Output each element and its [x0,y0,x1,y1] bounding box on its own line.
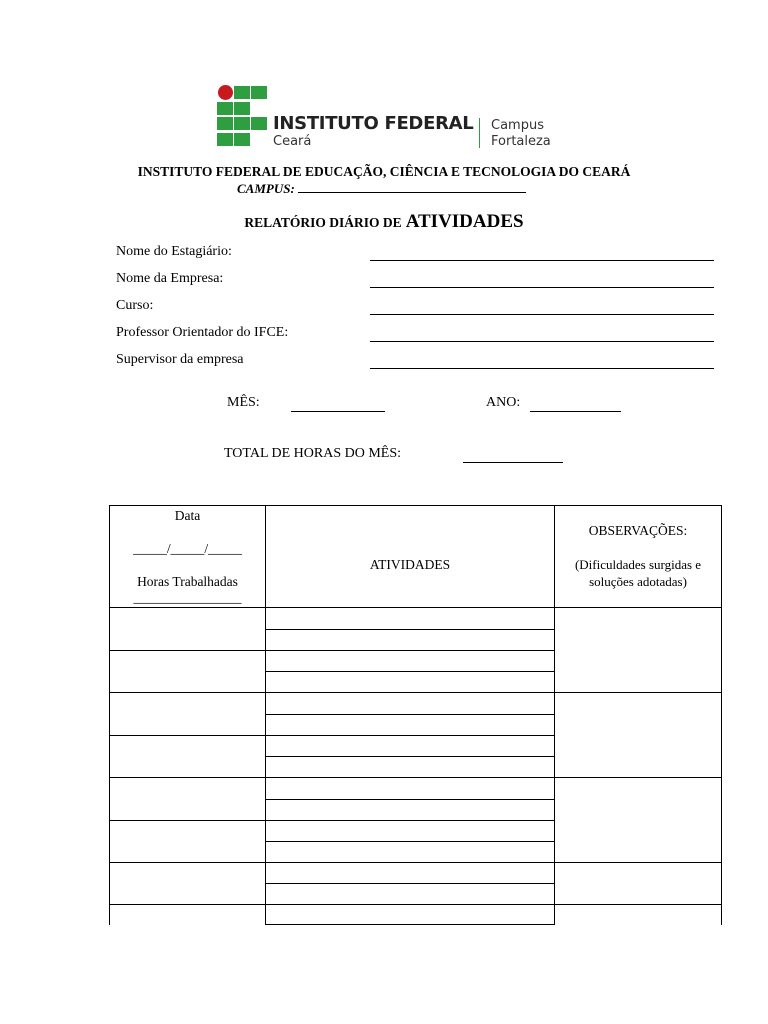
field-label-advisor: Professor Orientador do IFCE: [116,325,289,340]
table-observation-line [554,904,722,905]
table-block-separator [109,777,722,778]
table-col1-separator [109,650,266,651]
table-activity-line [265,799,555,800]
header-observations: OBSERVAÇÕES: [588,523,688,538]
month-label: MÊS: [227,395,260,410]
field-label-intern-name: Nome do Estagiário: [116,244,232,259]
title-main: ATIVIDADES [405,211,524,232]
year-label: ANO: [486,395,521,410]
table-activity-line [265,820,555,821]
total-hours-label: TOTAL DE HORAS DO MÊS: [224,446,401,461]
logo-campus-label: Campus [491,118,544,133]
header-date-pattern: _____/_____/_____ [133,541,242,556]
header-date-label: Data [174,508,201,523]
table-border-top [109,505,722,506]
table-activity-line [265,714,555,715]
table-activity-line [265,629,555,630]
logo-city: Fortaleza [491,134,551,149]
header-observations-note-1: (Dificuldades surgidas e [574,557,702,572]
field-label-company-name: Nome da Empresa: [116,271,224,286]
table-activity-line [265,883,555,884]
title-prefix: RELATÓRIO DIÁRIO DE [244,215,402,230]
campus-label: CAMPUS: [237,181,295,196]
table-col1-separator [109,820,266,821]
table-activity-line [265,735,555,736]
header-activities: ATIVIDADES [369,557,451,572]
table-activity-line [265,924,555,925]
header-hours-blank: ________________ [133,590,242,605]
logo-state: Ceará [273,134,312,149]
table-activity-line [265,841,555,842]
institution-heading: INSTITUTO FEDERAL DE EDUCAÇÃO, CIÊNCIA E TECNOLOGIA DO CEARÁ [137,164,631,179]
table-col1-separator [109,735,266,736]
table-block-separator [109,692,722,693]
field-label-course: Curso: [116,298,154,313]
table-activity-line [265,756,555,757]
table-header-bottom [109,607,722,608]
field-label-supervisor: Supervisor da empresa [116,352,244,367]
table-activity-line [265,671,555,672]
table-block-separator [109,862,722,863]
table-activity-line [265,650,555,651]
table-activity-line [265,904,555,905]
logo-institution-name: INSTITUTO FEDERAL [273,113,474,134]
table-col1-separator [109,904,266,905]
header-observations-note-2: soluções adotadas) [589,574,687,589]
header-hours-label: Horas Trabalhadas [137,574,238,589]
